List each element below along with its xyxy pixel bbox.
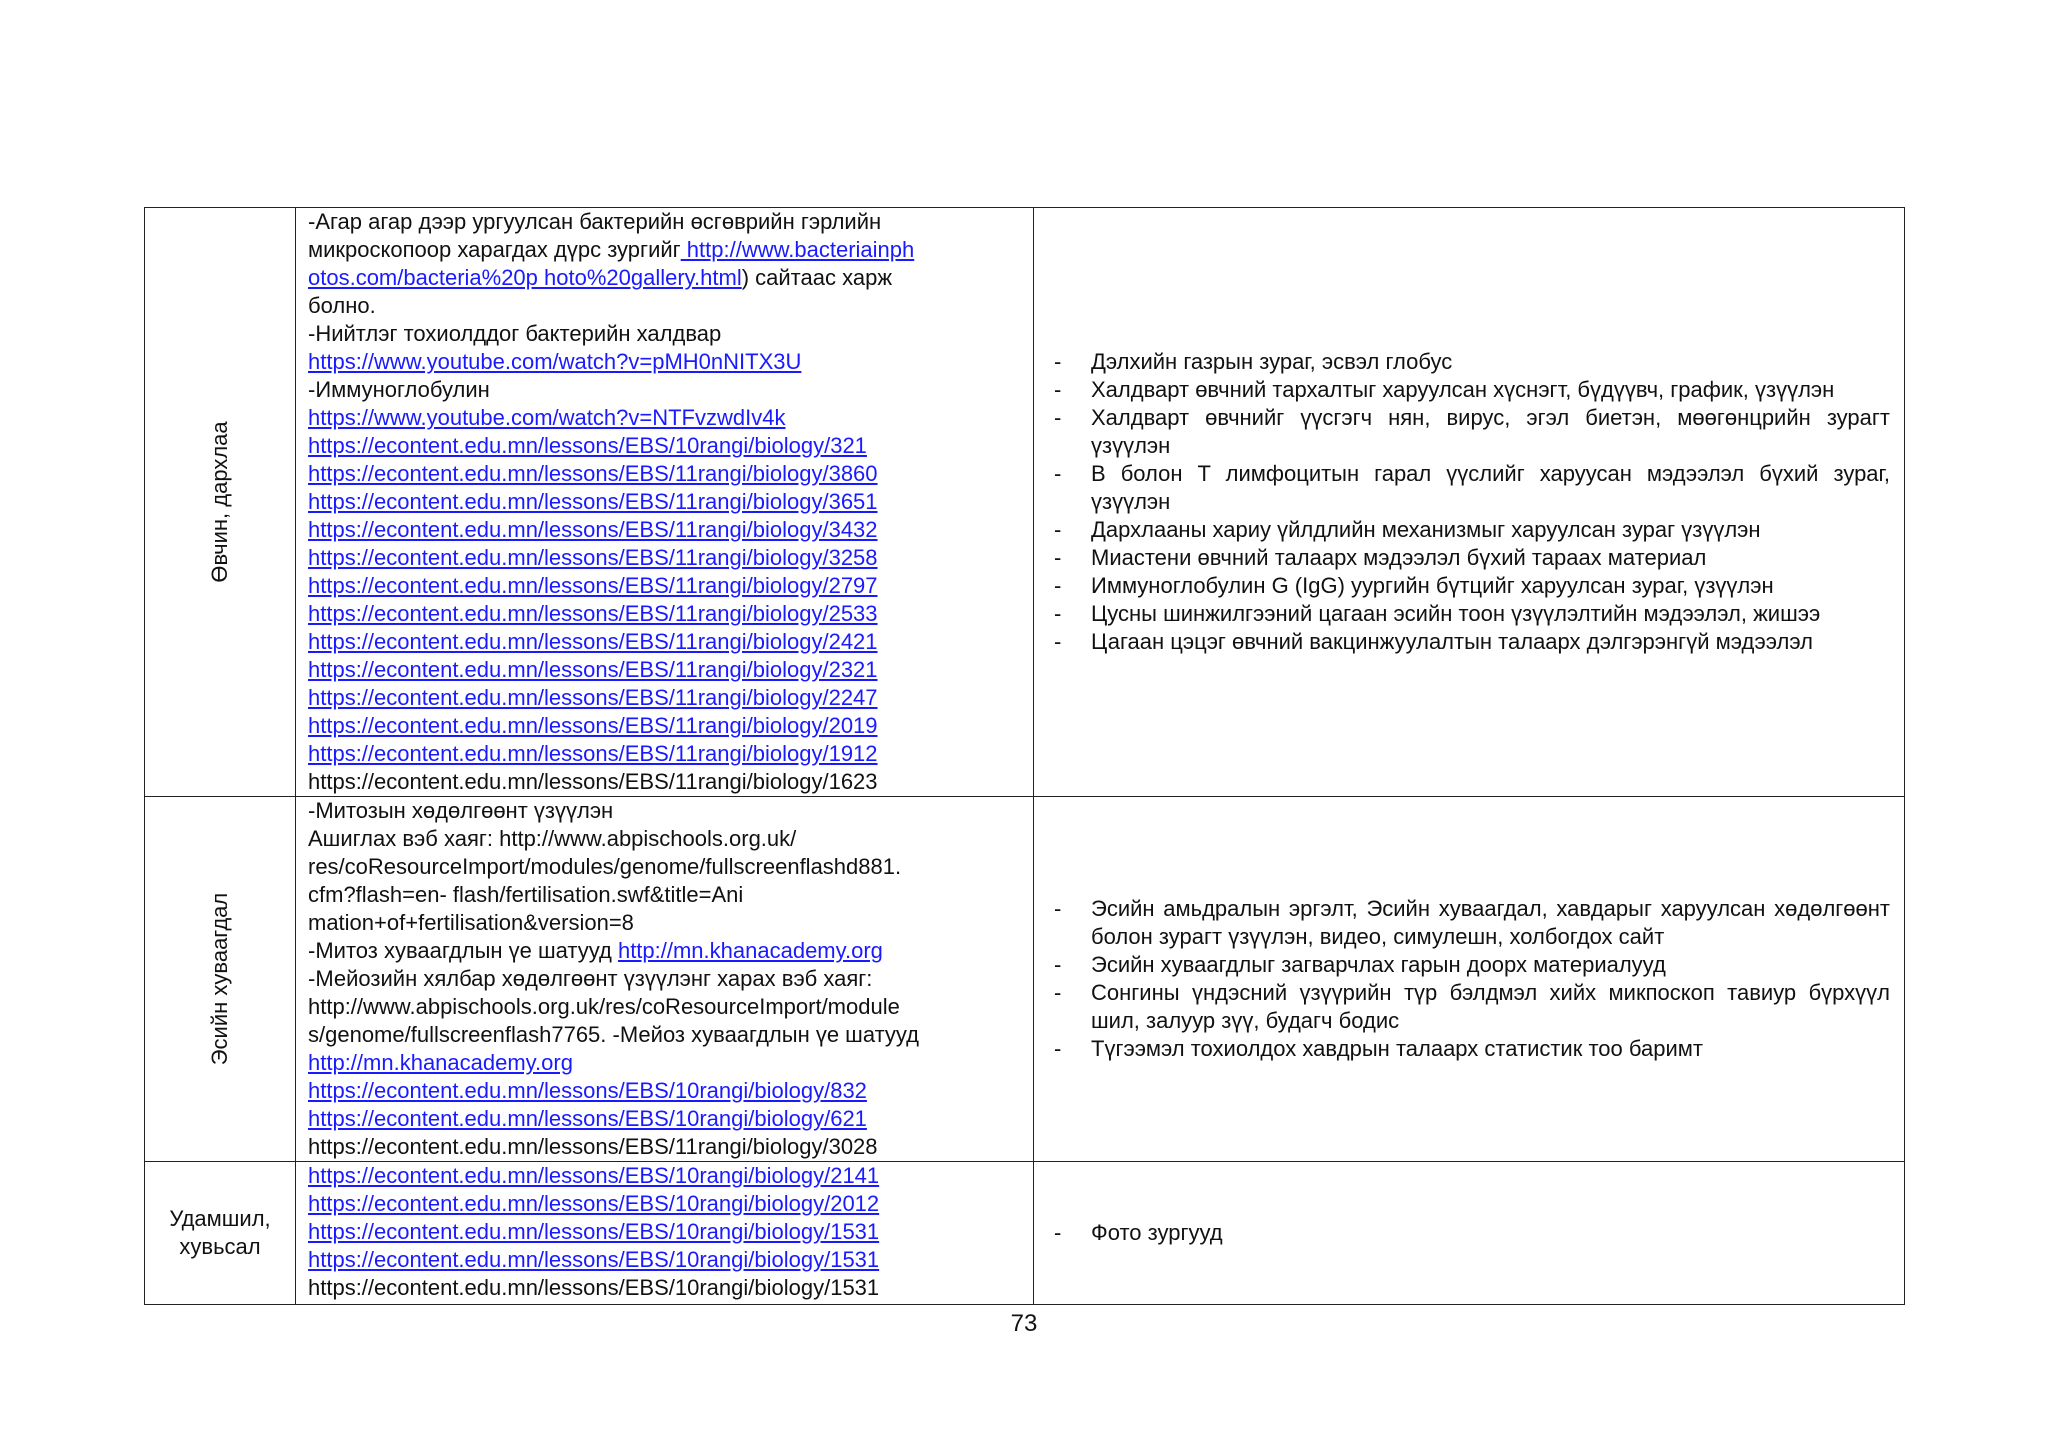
resource-text: https://econtent.edu.mn/lessons/EBS/11rangi/biology/3028 [308, 1134, 878, 1159]
resource-text: https://econtent.edu.mn/lessons/EBS/11rangi/biology/1623 [308, 769, 878, 794]
material-text: Миастени өвчний талаарх мэдээлэл бүхий тараах материал [1091, 545, 1707, 570]
resource-text: болно. [308, 293, 376, 318]
resource-text: микроскопоор харагдах дүрс зургийг [308, 237, 681, 262]
resource-link[interactable]: http://mn.khanacademy.org [308, 1050, 573, 1075]
resource-line [308, 1077, 1033, 1105]
resource-text: -Агар агар дээр ургуулсан бактерийн өсгөврийн гэрлийн [308, 209, 882, 234]
resource-line [308, 1021, 1033, 1049]
resource-link[interactable]: https://econtent.edu.mn/lessons/EBS/11rangi/biology/2247 [308, 685, 878, 710]
material-item [1054, 348, 1890, 376]
resource-link[interactable]: https://econtent.edu.mn/lessons/EBS/11rangi/biology/2019 [308, 713, 878, 738]
materials-cell [1034, 208, 1905, 797]
material-text: Халдварт өвчнийг үүсгэгч нян, вирус, эгэл биетэн, мөөгөнцрийн зурагт үзүүлэн [1091, 405, 1890, 458]
resource-link[interactable]: https://econtent.edu.mn/lessons/EBS/11rangi/biology/3860 [308, 461, 878, 486]
material-item [1054, 628, 1890, 656]
material-text: Иммуноглобулин G (IgG) уургийн бүтцийг харуулсан зураг, үзүүлэн [1091, 573, 1774, 598]
dash-bullet-icon: - [1054, 517, 1062, 542]
resource-text: s/genome/fullscreenflash7765. -Мейоз хуваагдлын үе шатууд [308, 1022, 920, 1047]
resource-line [308, 320, 1033, 348]
dash-bullet-icon: - [1054, 377, 1062, 402]
resource-line [308, 740, 1033, 768]
resource-line [308, 1218, 1033, 1246]
resource-line [308, 1190, 1033, 1218]
material-item [1054, 1219, 1890, 1247]
resource-line [308, 768, 1033, 796]
resource-line [308, 937, 1033, 965]
topic-label [145, 1205, 295, 1261]
dash-bullet-icon: - [1054, 980, 1062, 1005]
resource-line [308, 909, 1033, 937]
resource-text: mation+of+fertilisation&version=8 [308, 910, 634, 935]
resource-text: cfm?flash=en- flash/fertilisation.swf&title=Ani [308, 882, 744, 907]
dash-bullet-icon: - [1054, 1036, 1062, 1061]
dash-bullet-icon: - [1054, 629, 1062, 654]
resource-link[interactable]: https://econtent.edu.mn/lessons/EBS/11rangi/biology/1912 [308, 741, 878, 766]
resource-line [308, 825, 1033, 853]
resource-line [308, 1274, 1033, 1302]
resource-line [308, 376, 1033, 404]
dash-bullet-icon: - [1054, 896, 1062, 921]
material-item [1054, 572, 1890, 600]
resource-line [308, 993, 1033, 1021]
dash-bullet-icon: - [1054, 349, 1062, 374]
page-number: 73 [1010, 1310, 1038, 1337]
material-item [1054, 404, 1890, 460]
material-item [1054, 1035, 1890, 1063]
topic-label: Эсийн хуваагдал [207, 892, 232, 1066]
resource-link[interactable]: https://econtent.edu.mn/lessons/EBS/10rangi/biology/621 [308, 1106, 867, 1131]
table-row [145, 1162, 1905, 1305]
material-text: Халдварт өвчний тархалтыг харуулсан хүснэгт, бүдүүвч, график, үзүүлэн [1091, 377, 1835, 402]
materials-list [1054, 1219, 1890, 1247]
resource-line [308, 628, 1033, 656]
material-text: Фото зургууд [1091, 1220, 1223, 1245]
resource-line [308, 712, 1033, 740]
resource-text: https://econtent.edu.mn/lessons/EBS/10rangi/biology/1531 [308, 1275, 880, 1300]
table-row [145, 208, 1905, 797]
material-text: Сонгины үндэсний үзүүрийн түр бэлдмэл хийх микпоскоп тавиур бүрхүүл шил, залуур зүү, будагч бодис [1091, 980, 1890, 1033]
resource-line [308, 1246, 1033, 1274]
topic-cell [145, 208, 296, 797]
resource-line [308, 684, 1033, 712]
materials-list [1054, 348, 1890, 656]
resource-text: res/coResourceImport/modules/genome/fullscreenflashd881. [308, 854, 902, 879]
resources-cell [296, 208, 1034, 797]
resource-link[interactable]: http://mn.khanacademy.org [617, 938, 883, 963]
dash-bullet-icon: - [1054, 461, 1062, 486]
material-text: Дэлхийн газрын зураг, эсвэл глобус [1091, 349, 1453, 374]
resource-link[interactable]: https://econtent.edu.mn/lessons/EBS/11rangi/biology/3258 [308, 545, 878, 570]
materials-cell [1034, 1162, 1905, 1305]
topic-cell [145, 1162, 296, 1305]
resource-line [308, 488, 1033, 516]
dash-bullet-icon: - [1054, 1220, 1062, 1245]
material-text: Эсийн хуваагдлыг загварчлах гарын доорх материалууд [1091, 952, 1666, 977]
materials-cell [1034, 797, 1905, 1162]
resource-line [308, 292, 1033, 320]
resource-line [308, 572, 1033, 600]
resource-line [308, 432, 1033, 460]
topic-label-line: хувьсал [179, 1234, 261, 1259]
material-text: Цусны шинжилгээний цагаан эсийн тоон үзүүлэлтийн мэдээлэл, жишээ [1091, 601, 1821, 626]
materials-list [1054, 895, 1890, 1063]
resource-line [308, 656, 1033, 684]
resource-link[interactable]: https://econtent.edu.mn/lessons/EBS/10rangi/biology/1531 [308, 1247, 880, 1272]
resources-table [144, 207, 1905, 1305]
resource-line [308, 236, 1033, 264]
resource-link[interactable]: https://econtent.edu.mn/lessons/EBS/10rangi/biology/321 [308, 433, 867, 458]
resource-line [308, 460, 1033, 488]
resource-link[interactable]: https://econtent.edu.mn/lessons/EBS/10rangi/biology/832 [308, 1078, 867, 1103]
resource-link[interactable]: http://www.bacteriainph [680, 237, 915, 262]
resources-cell [296, 797, 1034, 1162]
resource-link[interactable]: https://econtent.edu.mn/lessons/EBS/11rangi/biology/3651 [308, 489, 878, 514]
resource-line [308, 404, 1033, 432]
resource-text: -Митоз хуваагдлын үе шатууд [308, 938, 618, 963]
resource-line [308, 797, 1033, 825]
table-row [145, 797, 1905, 1162]
resource-line [308, 544, 1033, 572]
resource-line [308, 965, 1033, 993]
material-item [1054, 895, 1890, 951]
material-text: B болон T лимфоцитын гарал үүслийг харуусан мэдээлэл бүхий зураг, үзүүлэн [1091, 461, 1890, 514]
resource-text: -Нийтлэг тохиолддог бактерийн халдвар [308, 321, 722, 346]
resource-line [308, 1105, 1033, 1133]
resource-line [308, 1133, 1033, 1161]
resource-line [308, 348, 1033, 376]
resource-link[interactable]: https://econtent.edu.mn/lessons/EBS/10rangi/biology/2141 [308, 1163, 880, 1188]
resource-text: ) сайтаас харж [741, 265, 893, 290]
resource-link[interactable]: https://www.youtube.com/watch?v=pMH0nNITX3U [308, 349, 802, 374]
material-item [1054, 376, 1890, 404]
resource-line [308, 208, 1033, 236]
material-text: Түгээмэл тохиолдох хавдрын талаарх статистик тоо баримт [1091, 1036, 1703, 1061]
resource-link[interactable]: https://econtent.edu.mn/lessons/EBS/11rangi/biology/3432 [308, 517, 878, 542]
resource-link[interactable]: https://econtent.edu.mn/lessons/EBS/11rangi/biology/2421 [308, 629, 878, 654]
material-text: Цагаан цэцэг өвчний вакцинжуулалтын талаарх дэлгэрэнгүй мэдээлэл [1091, 629, 1813, 654]
resource-line [308, 1162, 1033, 1190]
resource-text: -Мейозийн хялбар хөдөлгөөнт үзүүлэнг харах вэб хаяг: [308, 966, 873, 991]
resource-line [308, 264, 1033, 292]
topic-cell [145, 797, 296, 1162]
material-item [1054, 600, 1890, 628]
resource-link[interactable]: https://econtent.edu.mn/lessons/EBS/11rangi/biology/2533 [308, 601, 878, 626]
dash-bullet-icon: - [1054, 545, 1062, 570]
material-item [1054, 979, 1890, 1035]
material-item [1054, 544, 1890, 572]
resource-text: -Митозын хөдөлгөөнт үзүүлэн [308, 798, 614, 823]
resource-text: http://www.abpischools.org.uk/res/coResourceImport/module [308, 994, 900, 1019]
resource-link[interactable]: https://econtent.edu.mn/lessons/EBS/11rangi/biology/2321 [308, 657, 878, 682]
resource-link[interactable]: https://econtent.edu.mn/lessons/EBS/10rangi/biology/1531 [308, 1219, 880, 1244]
material-text: Эсийн амьдралын эргэлт, Эсийн хуваагдал, хавдарыг харуулсан хөдөлгөөнт болон зурагт үзүүлэн, видео, симулешн, холбогдох сайт [1091, 896, 1890, 949]
dash-bullet-icon: - [1054, 405, 1062, 430]
resource-line [308, 516, 1033, 544]
material-item [1054, 951, 1890, 979]
resource-line [308, 600, 1033, 628]
material-text: Дархлааны хариу үйлдлийн механизмыг харуулсан зураг үзүүлэн [1091, 517, 1761, 542]
resource-text: -Иммуноглобулин [308, 377, 490, 402]
resource-link[interactable]: https://www.youtube.com/watch?v=NTFvzwdIv4k [308, 405, 786, 430]
dash-bullet-icon: - [1054, 601, 1062, 626]
resources-cell [296, 1162, 1034, 1305]
dash-bullet-icon: - [1054, 573, 1062, 598]
topic-label-line: Удамшил, [169, 1206, 271, 1231]
dash-bullet-icon: - [1054, 952, 1062, 977]
material-item [1054, 516, 1890, 544]
material-item [1054, 460, 1890, 516]
resource-line [308, 853, 1033, 881]
resource-link[interactable]: https://econtent.edu.mn/lessons/EBS/10rangi/biology/2012 [308, 1191, 880, 1216]
resource-line [308, 881, 1033, 909]
resource-text: Ашиглах вэб хаяг: http://www.abpischools.org.uk/ [308, 826, 797, 851]
resource-line [308, 1049, 1033, 1077]
topic-label: Өвчин, дархлаа [207, 421, 232, 583]
resource-link[interactable]: otos.com/bacteria%20p hoto%20gallery.html [308, 265, 742, 290]
resource-link[interactable]: https://econtent.edu.mn/lessons/EBS/11rangi/biology/2797 [308, 573, 878, 598]
